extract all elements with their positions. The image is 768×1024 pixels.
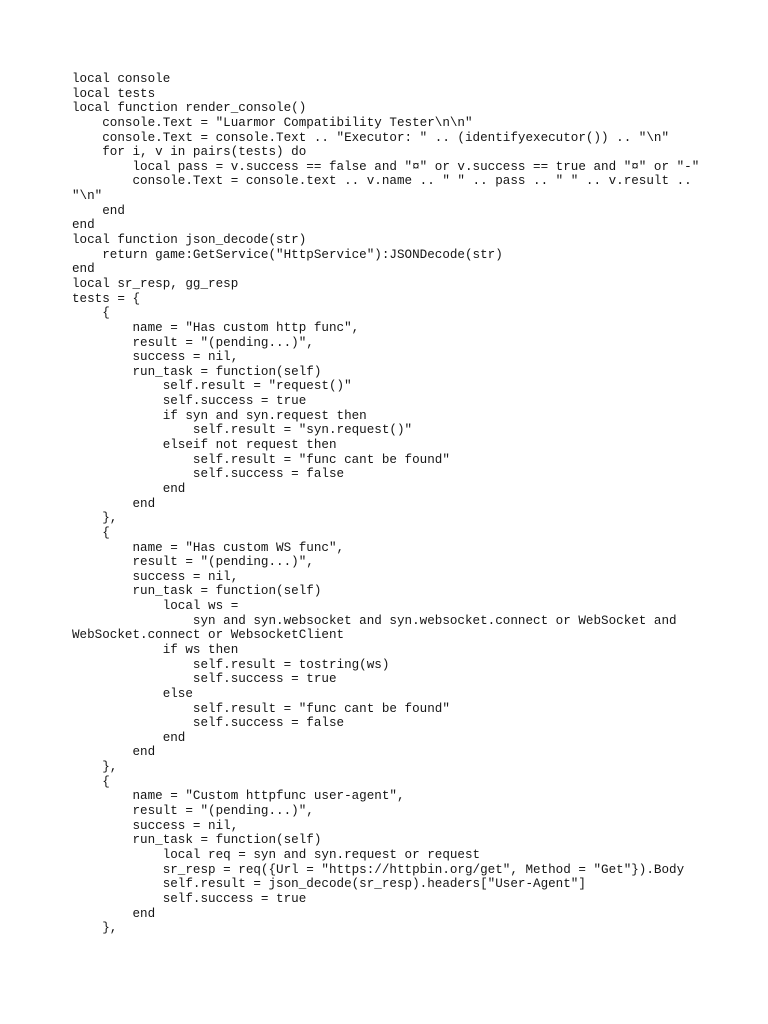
code-line: local sr_resp, gg_resp [72,276,239,291]
code-line: { [72,774,110,789]
code-line: self.success = true [72,394,307,409]
code-line: result = "(pending...)", [72,804,314,819]
code-line: run_task = function(self) [72,833,322,848]
code-line: syn and syn.websocket and syn.websocket.connect or WebSocket and [72,613,677,628]
code-line: run_task = function(self) [72,584,322,599]
code-line: elseif not request then [72,438,337,453]
code-line: local req = syn and syn.request or request [72,847,481,862]
code-block [72,72,712,936]
code-line: "\n" [72,189,103,204]
code-line: local tests [72,86,156,101]
code-line: result = "(pending...)", [72,555,314,570]
code-line: end [72,745,156,760]
code-line: { [72,306,110,321]
code-line: self.result = "func cant be found" [72,701,450,716]
code-line: success = nil, [72,569,239,584]
code-line: name = "Has custom http func", [72,320,360,335]
code-line: end [72,218,95,233]
code-line: self.success = true [72,672,337,687]
code-line: end [72,730,186,745]
code-line: end [72,262,95,277]
code-line: name = "Has custom WS func", [72,540,345,555]
code-line: WebSocket.connect or WebsocketClient [72,628,345,643]
code-line: sr_resp = req({Url = "https://httpbin.org/get", Method = "Get"}).Body [72,862,685,877]
code-line: console.Text = console.Text .. "Executor: " .. (identifyexecutor()) .. "\n" [72,130,670,145]
code-line: end [72,496,156,511]
code-line: run_task = function(self) [72,364,322,379]
code-line: self.success = true [72,891,307,906]
code-line: end [72,203,125,218]
code-line: result = "(pending...)", [72,335,314,350]
code-line: end [72,481,186,496]
code-line: self.result = "request()" [72,379,352,394]
code-line: for i, v in pairs(tests) do [72,145,307,160]
code-line: console.Text = console.text .. v.name .. " " .. pass .. " " .. v.result .. [72,174,692,189]
code-line: success = nil, [72,350,239,365]
code-line: if syn and syn.request then [72,408,367,423]
code-line: local console [72,72,171,86]
code-line: return game:GetService("HttpService"):JSONDecode(str) [72,247,503,262]
code-line: name = "Custom httpfunc user-agent", [72,789,405,804]
code-line: local function render_console() [72,101,307,116]
code-line: self.result = json_decode(sr_resp).headers["User-Agent"] [72,877,586,892]
code-line: self.success = false [72,467,345,482]
code-line: }, [72,760,118,775]
code-line: success = nil, [72,818,239,833]
code-line: tests = { [72,291,141,306]
code-line: { [72,525,110,540]
code-line: local pass = v.success == false and "¤" or v.success == true and "¤" or "-" [72,159,700,174]
code-line: self.result = "syn.request()" [72,423,413,438]
code-line: }, [72,921,118,936]
code-line: local ws = [72,599,239,614]
code-line: console.Text = "Luarmor Compatibility Tester\n\n" [72,115,473,130]
code-line: if ws then [72,642,239,657]
code-line: self.result = tostring(ws) [72,657,390,672]
code-line: }, [72,511,118,526]
code-line: self.result = "func cant be found" [72,452,450,467]
code-line: end [72,906,156,921]
code-line: else [72,686,193,701]
document-page [72,72,712,936]
code-line: local function json_decode(str) [72,233,307,248]
code-line: self.success = false [72,716,345,731]
